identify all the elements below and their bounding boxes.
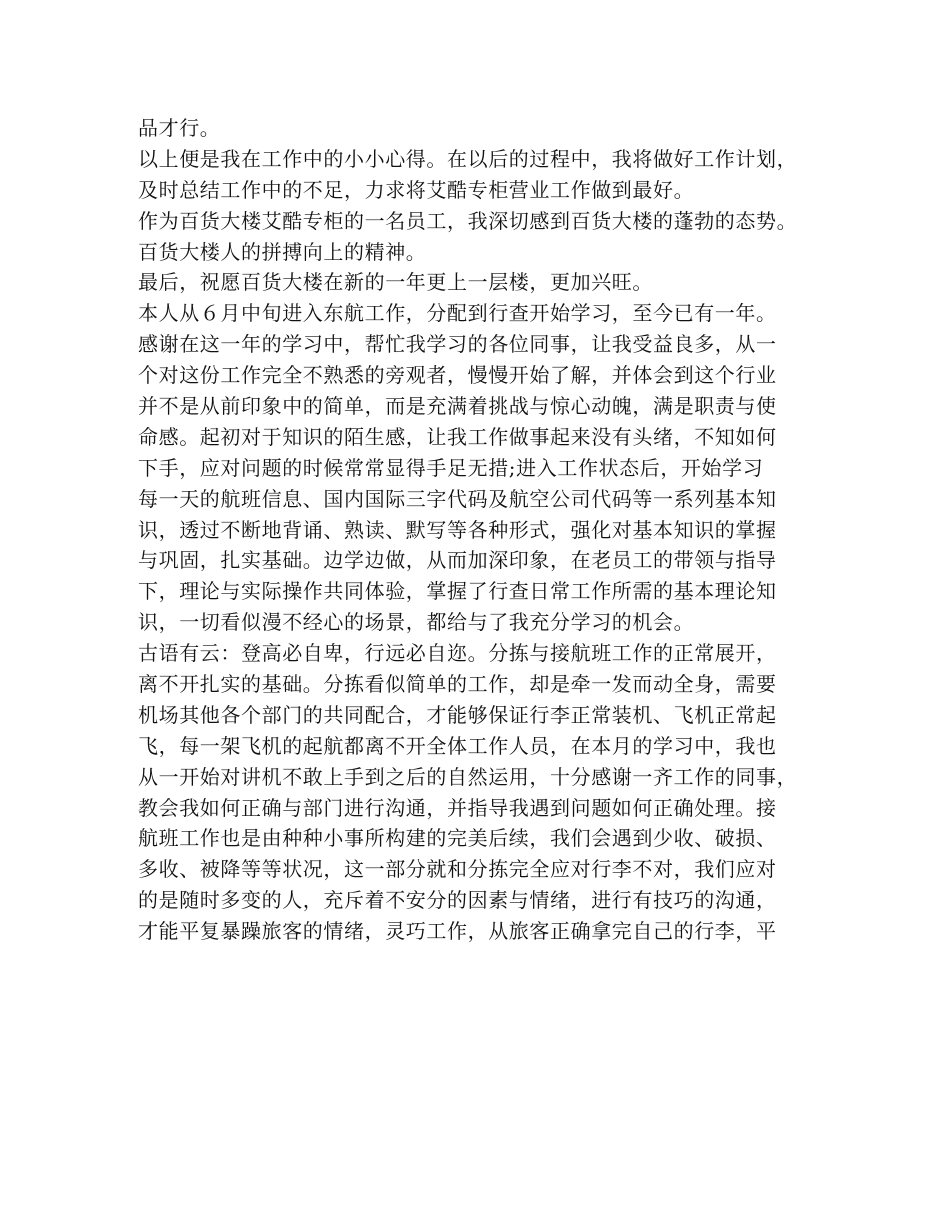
- text-line: 从一开始对讲机不敢上手到之后的自然运用，十分感谢一齐工作的同事，: [138, 764, 798, 789]
- text-line: 最后，祝愿百货大楼在新的一年更上一层楼，更加兴旺。: [138, 270, 653, 295]
- text-line: 教会我如何正确与部门进行沟通，并指导我遇到问题如何正确处理。接: [138, 795, 777, 820]
- text-line: 并不是从前印象中的简单，而是充满着挑战与惊心动魄，满是职责与使: [138, 394, 777, 419]
- text-line: 多收、被降等等状况，这一部分就和分拣完全应对行李不对，我们应对: [138, 857, 777, 882]
- text-line: 识，一切看似漫不经心的场景，都给与了我充分学习的机会。: [138, 610, 695, 635]
- text-line: 感谢在这一年的学习中，帮忙我学习的各位同事，让我受益良多，从一: [138, 332, 777, 357]
- text-line: 及时总结工作中的不足，力求将艾酷专柜营业工作做到最好。: [138, 177, 695, 202]
- text-line: 的是随时多变的人，充斥着不安分的因素与情绪，进行有技巧的沟通，: [138, 888, 777, 913]
- text-line: 作为百货大楼艾酷专柜的一名员工，我深切感到百货大楼的蓬勃的态势。: [138, 208, 798, 233]
- body-text: [138, 113, 828, 947]
- text-line: 才能平复暴躁旅客的情绪，灵巧工作，从旅客正确拿完自己的行李，平: [138, 919, 777, 944]
- text-line: 离不开扎实的基础。分拣看似简单的工作，却是牵一发而动全身，需要: [138, 672, 777, 697]
- text-line: 以上便是我在工作中的小小心得。在以后的过程中，我将做好工作计划，: [138, 146, 798, 171]
- text-line: 机场其他各个部门的共同配合，才能够保证行李正常装机、飞机正常起: [138, 702, 777, 727]
- text-line: 飞，每一架飞机的起航都离不开全体工作人员，在本月的学习中，我也: [138, 733, 777, 758]
- text-line: 百货大楼人的拼搏向上的精神。: [138, 239, 427, 264]
- text-line: 品才行。: [138, 116, 221, 140]
- text-line: 古语有云：登高必自卑，行远必自迩。分拣与接航班工作的正常展开，: [138, 641, 777, 666]
- text-line: 下，理论与实际操作共同体验，掌握了行查日常工作所需的基本理论知: [138, 579, 777, 604]
- text-line: 识，透过不断地背诵、熟读、默写等各种形式，强化对基本知识的掌握: [138, 517, 777, 542]
- text-line: 航班工作也是由种种小事所构建的完美后续，我们会遇到少收、破损、: [138, 826, 777, 851]
- text-line: 下手，应对问题的时候常常显得手足无措;进入工作状态后，开始学习: [138, 455, 764, 480]
- text-line: 命感。起初对于知识的陌生感，让我工作做事起来没有头绪，不知如何: [138, 424, 777, 449]
- text-line: 与巩固，扎实基础。边学边做，从而加深印象，在老员工的带领与指导: [138, 548, 777, 573]
- text-line: 本人从６月中旬进入东航工作，分配到行查开始学习，至今已有一年。: [138, 301, 777, 326]
- text-line: 每一天的航班信息、国内国际三字代码及航空公司代码等一系列基本知: [138, 486, 777, 511]
- text-line: 个对这份工作完全不熟悉的旁观者，慢慢开始了解，并体会到这个行业: [138, 363, 777, 388]
